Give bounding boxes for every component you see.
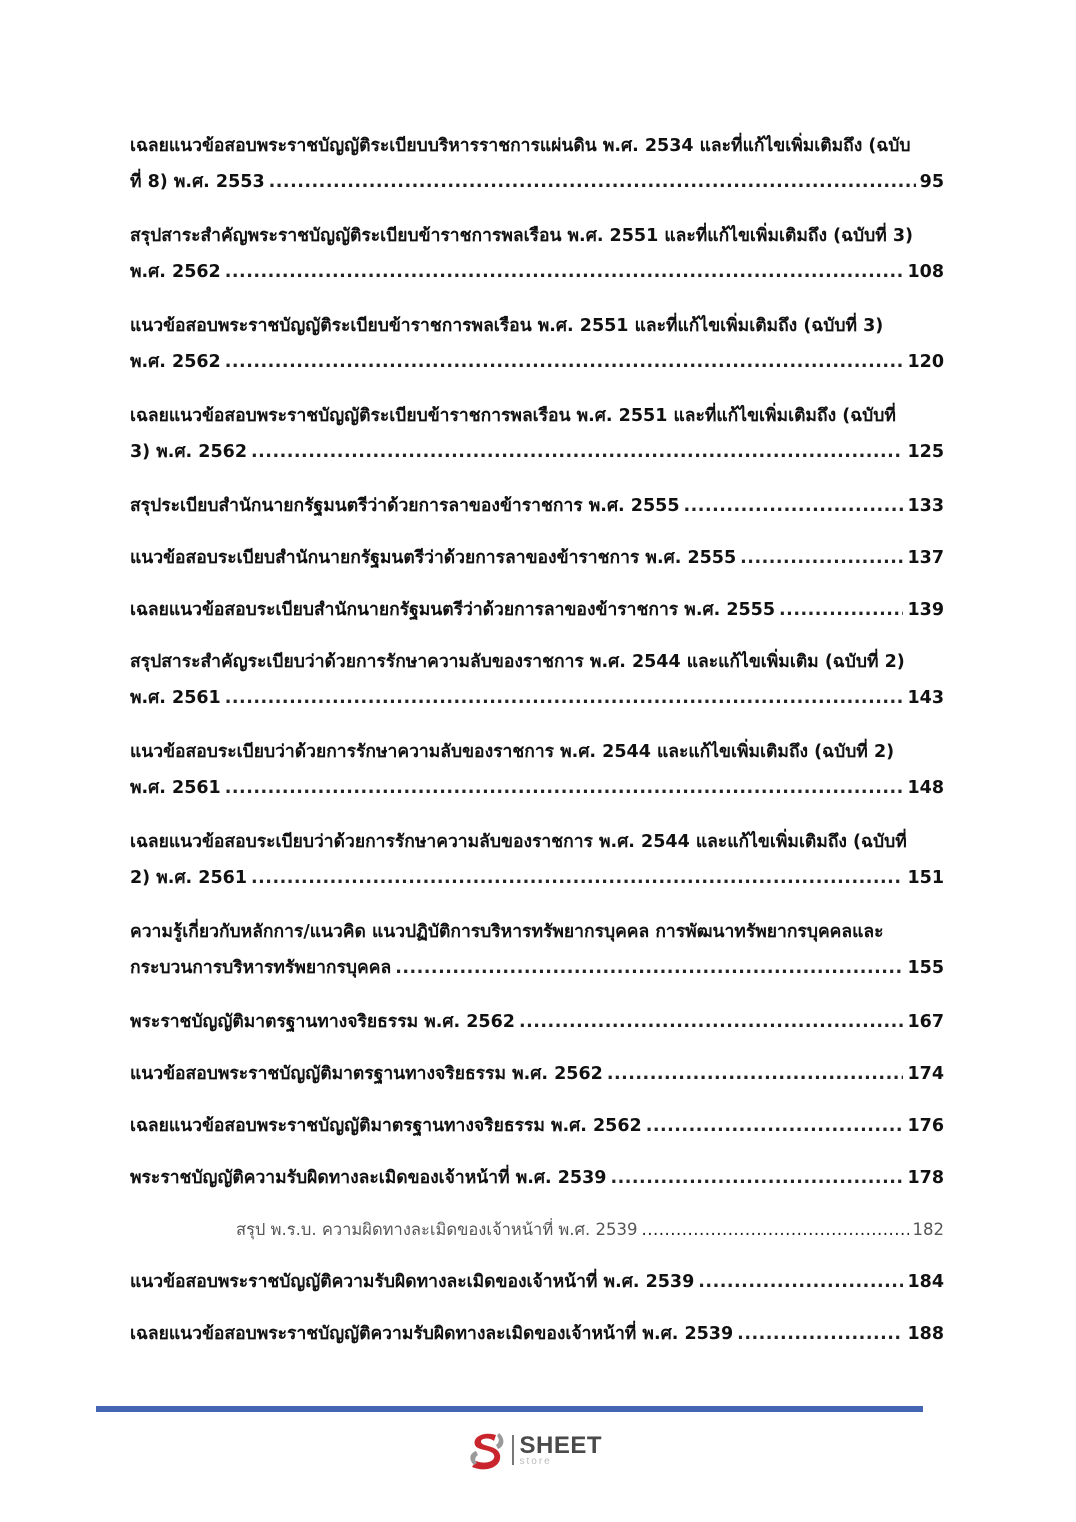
toc-entry[interactable] [130, 488, 944, 524]
toc-entry[interactable] [130, 218, 944, 290]
toc-entry[interactable] [130, 1316, 944, 1352]
footer-logo [466, 1428, 616, 1472]
toc-entry-title-cont: พ.ศ. 2562 [130, 352, 221, 372]
toc-entry[interactable] [130, 824, 944, 896]
toc-entry-title: เฉลยแนวข้อสอบพระราชบัญญัติระเบียบข้าราชการพลเรือน พ.ศ. 2551 และที่แก้ไขเพิ่มเติมถึง (ฉบับที่ [130, 406, 896, 426]
toc-entry-title-cont: 2) พ.ศ. 2561 [130, 868, 248, 888]
toc-entry[interactable] [130, 644, 944, 716]
footer-rule [96, 1406, 923, 1412]
toc-entry-title-cont: พ.ศ. 2561 [130, 688, 221, 708]
leader-dots [225, 254, 904, 290]
toc-entry-title-cont: พ.ศ. 2561 [130, 778, 221, 798]
leader-dots [225, 770, 904, 806]
leader-dots [251, 434, 903, 470]
toc-page-number: 151 [907, 868, 944, 888]
leader-dots [642, 1212, 909, 1248]
toc-page-number: 137 [907, 548, 944, 568]
leader-dots [225, 344, 904, 380]
toc-entry-title: เฉลยแนวข้อสอบพระราชบัญญัติระเบียบบริหารราชการแผ่นดิน พ.ศ. 2534 และที่แก้ไขเพิ่มเติมถึง (ฉบับ [130, 136, 911, 156]
toc-entry-title: เฉลยแนวข้อสอบพระราชบัญญัติมาตรฐานทางจริยธรรม พ.ศ. 2562 [130, 1116, 642, 1136]
toc-entry-title: พระราชบัญญัติความรับผิดทางละเมิดของเจ้าหน้าที่ พ.ศ. 2539 [130, 1168, 607, 1188]
toc-page-number: 188 [907, 1324, 944, 1344]
toc-entry-title: แนวข้อสอบระเบียบสำนักนายกรัฐมนตรีว่าด้วยการลาของข้าราชการ พ.ศ. 2555 [130, 548, 737, 568]
toc-entry[interactable] [130, 1264, 944, 1300]
leader-dots [251, 860, 903, 896]
toc-entry-title: พระราชบัญญัติมาตรฐานทางจริยธรรม พ.ศ. 2562 [130, 1012, 515, 1032]
toc-entry-title-cont: กระบวนการบริหารทรัพยากรบุคคล [130, 958, 392, 978]
toc-entry-title: เฉลยแนวข้อสอบระเบียบสำนักนายกรัฐมนตรีว่าด้วยการลาของข้าราชการ พ.ศ. 2555 [130, 600, 776, 620]
toc-entry[interactable] [130, 1108, 944, 1144]
brand-name: SHEET [519, 1431, 603, 1459]
toc-entry[interactable] [130, 540, 944, 576]
leader-dots [225, 680, 904, 716]
toc-entry[interactable] [130, 1160, 944, 1196]
toc-page-number: 120 [907, 352, 944, 372]
toc-entry[interactable] [130, 128, 944, 200]
brand-subtitle: store [519, 1455, 552, 1467]
toc-page-number: 108 [907, 262, 944, 282]
toc-entry-title: สรุป พ.ร.บ. ความผิดทางละเมิดของเจ้าหน้าที่ พ.ศ. 2539 [236, 1220, 638, 1239]
toc-entry-title: เฉลยแนวข้อสอบพระราชบัญญัติความรับผิดทางละเมิดของเจ้าหน้าที่ พ.ศ. 2539 [130, 1324, 734, 1344]
leader-dots [269, 164, 916, 200]
toc-page-number: 167 [907, 1012, 944, 1032]
toc-page-number: 143 [907, 688, 944, 708]
toc-entry-title-cont: ที่ 8) พ.ศ. 2553 [130, 172, 265, 192]
leader-dots [737, 1316, 903, 1352]
toc-entry[interactable] [130, 308, 944, 380]
toc-entry-title: ความรู้เกี่ยวกับหลักการ/แนวคิด แนวปฏิบัติการบริหารทรัพยากรบุคคล การพัฒนาทรัพยากรบุคคลและ [130, 922, 884, 942]
toc-entry[interactable] [130, 1056, 944, 1092]
leader-dots [519, 1004, 904, 1040]
toc-entry-title: แนวข้อสอบพระราชบัญญัติมาตรฐานทางจริยธรรม พ.ศ. 2562 [130, 1064, 603, 1084]
toc-entry-title: แนวข้อสอบระเบียบว่าด้วยการรักษาความลับของราชการ พ.ศ. 2544 และแก้ไขเพิ่มเติมถึง (ฉบับที่ 2) [130, 742, 895, 762]
toc-page-number: 148 [907, 778, 944, 798]
toc-entry-title: แนวข้อสอบพระราชบัญญัติระเบียบข้าราชการพลเรือน พ.ศ. 2551 และที่แก้ไขเพิ่มเติมถึง (ฉบับที่ 3) [130, 316, 884, 336]
toc-page-number: 125 [907, 442, 944, 462]
leader-dots [607, 1056, 904, 1092]
toc-page-number: 95 [919, 172, 944, 192]
toc-entry[interactable] [130, 592, 944, 628]
sheet-store-logo-icon [466, 1429, 508, 1471]
toc-page-number: 184 [907, 1272, 944, 1292]
toc-entry-title: สรุประเบียบสำนักนายกรัฐมนตรีว่าด้วยการลาของข้าราชการ พ.ศ. 2555 [130, 496, 680, 516]
toc-entry[interactable] [130, 734, 944, 806]
leader-dots [646, 1108, 904, 1144]
leader-dots [740, 540, 903, 576]
toc-page-number: 139 [907, 600, 944, 620]
leader-dots [395, 950, 903, 986]
toc-page-number: 178 [907, 1168, 944, 1188]
toc-entry-title: สรุปสาระสำคัญพระราชบัญญัติระเบียบข้าราชการพลเรือน พ.ศ. 2551 และที่แก้ไขเพิ่มเติมถึง (ฉบับที่ 3) [130, 226, 914, 246]
toc-entry[interactable] [130, 398, 944, 470]
toc-page-number: 176 [907, 1116, 944, 1136]
toc-entry-title-cont: พ.ศ. 2562 [130, 262, 221, 282]
toc-page-number: 174 [907, 1064, 944, 1084]
leader-dots [698, 1264, 903, 1300]
toc-subentry[interactable] [130, 1212, 944, 1248]
toc-page-number: 155 [907, 958, 944, 978]
toc-entry-title: เฉลยแนวข้อสอบระเบียบว่าด้วยการรักษาความลับของราชการ พ.ศ. 2544 และแก้ไขเพิ่มเติมถึง (ฉบับที่ [130, 832, 907, 852]
toc-entry[interactable] [130, 914, 944, 986]
toc-entry-title-cont: 3) พ.ศ. 2562 [130, 442, 248, 462]
leader-dots [610, 1160, 903, 1196]
toc-entry-title: แนวข้อสอบพระราชบัญญัติความรับผิดทางละเมิดของเจ้าหน้าที่ พ.ศ. 2539 [130, 1272, 695, 1292]
toc-entry[interactable] [130, 1004, 944, 1040]
leader-dots [684, 488, 904, 524]
leader-dots [779, 592, 903, 628]
toc-page-number: 182 [912, 1220, 944, 1239]
toc-entry-title: สรุปสาระสำคัญระเบียบว่าด้วยการรักษาความลับของราชการ พ.ศ. 2544 และแก้ไขเพิ่มเติม (ฉบับที่ 2) [130, 652, 905, 672]
toc-page-number: 133 [907, 496, 944, 516]
table-of-contents [130, 128, 944, 1368]
logo-divider [512, 1435, 514, 1465]
